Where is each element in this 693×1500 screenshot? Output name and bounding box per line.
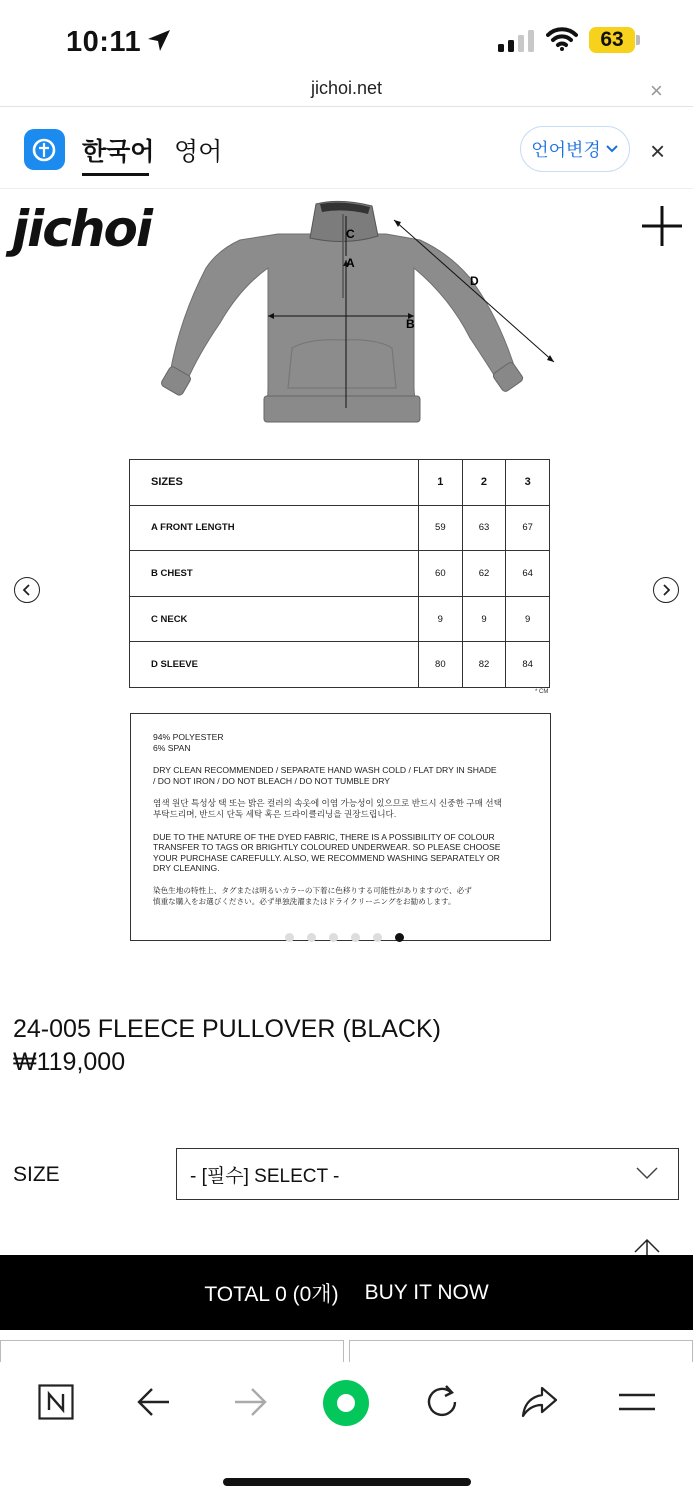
battery-tip bbox=[636, 35, 640, 45]
measurement-value: 64 bbox=[506, 551, 550, 597]
measurement-value: 60 bbox=[419, 551, 463, 597]
notice-line: TRANSFER TO TAGS OR BRIGHTLY COLOURED UNDERWEAR. SO PLEASE CHOOSE bbox=[153, 842, 501, 853]
measurement-value: 59 bbox=[419, 505, 463, 551]
scroll-top-icon[interactable] bbox=[633, 1236, 661, 1256]
measurement-label: D SLEEVE bbox=[130, 642, 419, 688]
tab-english[interactable]: 영어 bbox=[174, 138, 223, 166]
diagram-label-b: B bbox=[406, 317, 415, 331]
carousel-dot[interactable] bbox=[285, 933, 294, 942]
site-logo[interactable]: jichoi bbox=[12, 200, 152, 258]
product-price: ₩119,000 bbox=[13, 1048, 126, 1076]
status-time: 10:11 bbox=[66, 26, 142, 58]
measurement-value: 80 bbox=[419, 642, 463, 688]
notice-english bbox=[153, 832, 528, 874]
unit-note: * CM bbox=[535, 689, 549, 695]
composition bbox=[153, 732, 528, 753]
measurement-label: A FRONT LENGTH bbox=[130, 505, 419, 551]
chevron-right-icon bbox=[660, 584, 672, 596]
share-icon[interactable] bbox=[520, 1384, 558, 1420]
reload-icon[interactable] bbox=[424, 1384, 460, 1420]
table-row bbox=[130, 551, 550, 597]
size-chart-table bbox=[129, 459, 550, 688]
pullover-size-diagram bbox=[150, 198, 560, 428]
papago-translate-icon[interactable] bbox=[24, 129, 65, 170]
translate-divider bbox=[0, 188, 693, 189]
table-row bbox=[130, 505, 550, 551]
chevron-down-icon bbox=[636, 1166, 658, 1180]
size-option-label: SIZE bbox=[13, 1163, 60, 1186]
composition-line: 6% SPAN bbox=[153, 742, 191, 753]
table-row bbox=[130, 642, 550, 688]
measurement-value: 63 bbox=[462, 505, 506, 551]
home-indicator bbox=[223, 1478, 471, 1486]
change-language-button[interactable] bbox=[520, 126, 630, 172]
url-divider bbox=[0, 106, 693, 107]
menu-icon[interactable] bbox=[618, 1384, 656, 1420]
washing-instructions bbox=[153, 765, 528, 786]
instruction-line: DRY CLEAN RECOMMENDED / SEPARATE HAND WASH COLD / FLAT DRY IN SHADE bbox=[153, 765, 497, 776]
notice-korean bbox=[153, 798, 528, 819]
green-dot-icon[interactable] bbox=[322, 1379, 370, 1427]
notice-japanese bbox=[153, 886, 528, 907]
size-column-header: 3 bbox=[506, 460, 550, 506]
measurement-value: 9 bbox=[419, 596, 463, 642]
carousel-dot[interactable] bbox=[329, 933, 338, 942]
location-arrow-icon bbox=[146, 28, 172, 54]
measurement-value: 9 bbox=[462, 596, 506, 642]
carousel-next-button[interactable] bbox=[653, 577, 679, 603]
product-name: 24-005 FLEECE PULLOVER (BLACK) bbox=[13, 1015, 441, 1043]
size-table-header bbox=[130, 460, 550, 506]
change-language-label: 언어변경 bbox=[531, 140, 601, 160]
composition-line: 94% POLYESTER bbox=[153, 732, 224, 742]
notice-line: DRY CLEANING. bbox=[153, 863, 220, 874]
notice-line: 부탁드리며, 반드시 단독 세탁 혹은 드라이클리닝을 권장드립니다. bbox=[153, 808, 397, 819]
measurement-value: 84 bbox=[506, 642, 550, 688]
carousel-dot[interactable] bbox=[307, 933, 316, 942]
plus-menu-icon[interactable] bbox=[640, 204, 684, 248]
naver-n-icon[interactable] bbox=[38, 1384, 74, 1420]
diagram-label-d: D bbox=[470, 274, 479, 288]
chevron-left-icon bbox=[21, 584, 33, 596]
size-table-header-label: SIZES bbox=[130, 460, 419, 506]
notice-line: DUE TO THE NATURE OF THE DYED FABRIC, THERE IS A POSSIBILITY OF COLOUR bbox=[153, 831, 495, 842]
notice-line: 慎重な購入をお選びください。必ず単独洗濯またはドライクリーニングをお勧めします。 bbox=[153, 896, 456, 906]
battery-level: 63 bbox=[600, 28, 624, 51]
url-close-icon[interactable]: × bbox=[650, 78, 663, 103]
size-column-header: 2 bbox=[462, 460, 506, 506]
care-instructions-box bbox=[130, 713, 551, 941]
total-label: TOTAL 0 (0개) bbox=[204, 1282, 339, 1306]
chevron-down-icon bbox=[605, 144, 619, 154]
forward-arrow-icon[interactable] bbox=[232, 1384, 268, 1420]
size-select-value: - [필수] SELECT - bbox=[190, 1165, 340, 1187]
instruction-line: / DO NOT IRON / DO NOT BLEACH / DO NOT TUMBLE DRY bbox=[153, 775, 391, 786]
back-arrow-icon[interactable] bbox=[136, 1384, 172, 1420]
translate-close-icon[interactable]: × bbox=[650, 136, 666, 166]
measurement-label: B CHEST bbox=[130, 551, 419, 597]
carousel-prev-button[interactable] bbox=[14, 577, 40, 603]
measurement-value: 62 bbox=[462, 551, 506, 597]
tab-korean[interactable]: 한국어 bbox=[82, 138, 155, 166]
carousel-dots bbox=[285, 933, 404, 942]
notice-line: 염색 원단 특성상 택 또는 밝은 컬러의 속옷에 이염 가능성이 있으므로 반드시 신중한 구매 선택 bbox=[153, 798, 502, 809]
diagram-label-c: C bbox=[346, 227, 355, 241]
measurement-value: 67 bbox=[506, 505, 550, 551]
wifi-icon bbox=[546, 27, 578, 51]
carousel-dot[interactable] bbox=[373, 933, 382, 942]
size-select[interactable] bbox=[176, 1148, 679, 1200]
diagram-label-a: A bbox=[346, 256, 355, 270]
url-domain[interactable]: jichoi.net bbox=[310, 78, 383, 98]
notice-line: 染色生地の特性上、タグまたは明るいカラーの下着に色移りする可能性がありますので、必ず bbox=[153, 885, 472, 895]
carousel-dot-active[interactable] bbox=[395, 933, 404, 942]
carousel-dot[interactable] bbox=[351, 933, 360, 942]
active-tab-underline bbox=[82, 173, 149, 176]
measurement-value: 82 bbox=[462, 642, 506, 688]
battery-indicator bbox=[589, 27, 635, 53]
buy-now-button[interactable]: BUY IT NOW bbox=[364, 1280, 489, 1304]
measurement-label: C NECK bbox=[130, 596, 419, 642]
notice-line: YOUR PURCHASE CAREFULLY. ALSO, WE RECOMMEND WASHING SEPARATELY OR bbox=[153, 852, 500, 863]
size-column-header: 1 bbox=[419, 460, 463, 506]
cell-signal-icon bbox=[498, 30, 536, 52]
buy-now-bar[interactable] bbox=[0, 1255, 693, 1330]
measurement-value: 9 bbox=[506, 596, 550, 642]
table-row bbox=[130, 596, 550, 642]
